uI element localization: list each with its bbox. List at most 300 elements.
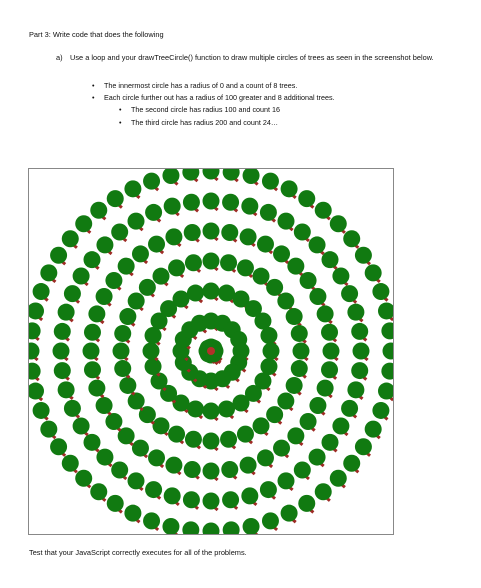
tree <box>309 397 326 416</box>
tree <box>107 190 124 209</box>
tree <box>341 400 358 419</box>
tree-crown <box>165 457 182 474</box>
tree-crown <box>263 343 280 360</box>
tree-crown <box>309 288 326 305</box>
tree-crown <box>383 343 394 360</box>
tree-crown <box>96 288 113 305</box>
tree <box>353 343 370 362</box>
tree-crown <box>262 512 279 529</box>
bullet-text: The third circle has radius 200 and count 24… <box>131 118 279 127</box>
tree <box>168 426 185 445</box>
tree <box>145 481 162 500</box>
tree <box>183 491 200 510</box>
tree-crown <box>168 259 185 276</box>
tree <box>119 308 136 327</box>
tree-crown <box>83 343 100 360</box>
bullet-dot: • <box>92 81 95 90</box>
tree <box>75 215 92 234</box>
tree <box>58 304 75 323</box>
tree <box>332 268 349 287</box>
tree-crown <box>162 518 179 534</box>
tree-crown <box>187 400 204 417</box>
tree <box>378 302 393 321</box>
tree-crown <box>343 230 360 247</box>
tree <box>203 253 220 272</box>
tree <box>64 285 81 304</box>
tree <box>183 194 200 213</box>
tree-crown <box>277 292 294 309</box>
tree <box>294 462 311 481</box>
tree <box>187 400 204 419</box>
tree <box>237 426 254 445</box>
tree-crown <box>84 324 101 341</box>
tree-crown <box>278 213 295 230</box>
tree-crown <box>58 304 75 321</box>
tree <box>291 360 308 379</box>
tree <box>165 228 182 247</box>
tree <box>287 258 304 277</box>
tree-crown <box>118 258 135 275</box>
tree-crown <box>96 397 113 414</box>
tree-crown <box>114 325 131 342</box>
tree-crown <box>145 358 162 375</box>
tree <box>381 363 393 382</box>
center-dot <box>207 347 215 355</box>
tree-crown <box>298 495 315 512</box>
tree <box>132 245 149 264</box>
tree-crown <box>332 418 349 435</box>
tree-crown <box>182 521 199 534</box>
tree <box>62 455 79 474</box>
tree <box>321 361 338 380</box>
tree <box>40 421 57 440</box>
tree <box>185 254 202 273</box>
tree-crown <box>381 322 393 339</box>
tree <box>317 305 334 324</box>
tree-crown <box>29 383 44 400</box>
tree <box>132 440 149 459</box>
tree <box>218 400 235 419</box>
tree-crown <box>183 194 200 211</box>
tree <box>50 247 67 266</box>
tree <box>164 487 181 506</box>
tree <box>29 322 41 341</box>
tree-crown <box>148 449 165 466</box>
tree <box>182 169 199 182</box>
tree <box>309 288 326 307</box>
tree <box>64 400 81 419</box>
tree <box>203 169 220 181</box>
tree-crown <box>96 236 113 253</box>
tree-circles-canvas <box>29 169 393 534</box>
tree-crown <box>33 283 50 300</box>
tree-crown <box>53 343 70 360</box>
tree <box>105 272 122 291</box>
tree <box>184 461 201 480</box>
tree-crown <box>50 438 67 455</box>
tree-crown <box>54 323 71 340</box>
tree-crown <box>40 264 57 281</box>
tree-crown <box>266 279 283 296</box>
tree <box>365 421 382 440</box>
tree <box>203 223 220 242</box>
tree-crown <box>254 313 271 330</box>
tree <box>96 449 113 468</box>
tree <box>168 259 185 278</box>
tree <box>309 449 326 468</box>
tree <box>323 343 340 362</box>
tree <box>241 487 258 506</box>
tree-crown <box>321 324 338 341</box>
tree-crown <box>90 202 107 219</box>
tree-crown <box>372 283 389 300</box>
tree <box>223 169 240 182</box>
tree-crown <box>29 322 41 339</box>
tree-crown <box>260 327 277 344</box>
tree-crown <box>203 463 220 480</box>
tree-crown <box>132 245 149 262</box>
tree-crown <box>132 440 149 457</box>
tree-crown <box>315 202 332 219</box>
tree-crown <box>365 264 382 281</box>
section-heading: Part 3: Write code that does the following <box>29 30 164 39</box>
tree-crown <box>203 193 220 210</box>
tree <box>222 194 239 213</box>
tree-crown <box>124 180 141 197</box>
tree <box>75 470 92 489</box>
tree <box>118 258 135 277</box>
tree-crown <box>221 461 238 478</box>
tree-crown <box>220 431 237 448</box>
tree-crown <box>241 487 258 504</box>
tree <box>90 483 107 502</box>
tree-crown <box>221 224 238 241</box>
tree-crown <box>152 417 169 434</box>
tree <box>315 483 332 502</box>
tree <box>162 518 179 534</box>
tree-crown <box>139 279 156 296</box>
tree-crown <box>260 204 277 221</box>
bullet-text: The second circle has radius 100 and count 16 <box>131 105 281 114</box>
tree-crown <box>84 361 101 378</box>
tree-crown <box>143 512 160 529</box>
tree <box>241 198 258 217</box>
tree <box>321 324 338 343</box>
tree <box>243 518 260 534</box>
tree-crown <box>253 417 270 434</box>
tree-crown <box>183 491 200 508</box>
tree <box>84 324 101 343</box>
tree-crown <box>152 268 169 285</box>
tree-crown <box>107 495 124 512</box>
tree <box>237 259 254 278</box>
tree <box>29 343 40 362</box>
tree <box>143 343 160 362</box>
tree <box>107 495 124 514</box>
tree-crown <box>107 190 124 207</box>
tree-crown <box>222 194 239 211</box>
tree-crown <box>257 236 274 253</box>
tree-crown <box>243 518 260 534</box>
tree-crown <box>266 406 283 423</box>
tree <box>253 417 270 436</box>
bullet-item <box>92 81 298 90</box>
tree-crown <box>355 247 372 264</box>
tree <box>221 224 238 243</box>
tree-crown <box>114 360 131 377</box>
tree-crown <box>378 383 393 400</box>
tree <box>233 394 250 413</box>
tree <box>83 434 100 453</box>
tree <box>351 323 368 342</box>
tree <box>381 322 393 341</box>
tree-crown <box>381 363 393 380</box>
tree-crown <box>83 434 100 451</box>
bullet-dot: • <box>119 105 122 114</box>
tree-crown <box>243 169 260 184</box>
tree-crown <box>203 523 220 535</box>
tree-crown <box>378 302 393 319</box>
tree-crown <box>257 449 274 466</box>
tree <box>113 343 130 362</box>
tree-circles-figure <box>28 168 394 535</box>
tree-crown <box>64 285 81 302</box>
bullet-text: Each circle further out has a radius of 100 greater and 8 additional trees. <box>104 93 335 102</box>
tree <box>253 268 270 287</box>
tree <box>203 193 220 212</box>
tree-crown <box>184 224 201 241</box>
tree-crown <box>294 462 311 479</box>
tree-crown <box>184 461 201 478</box>
tree-crown <box>277 393 294 410</box>
tree-crown <box>29 363 41 380</box>
tree-crown <box>164 487 181 504</box>
tree <box>347 304 364 323</box>
tree-crown <box>262 173 279 190</box>
tree <box>184 224 201 243</box>
tree-crown <box>128 393 145 410</box>
tree <box>262 173 279 192</box>
tree <box>343 455 360 474</box>
bullet-dot: • <box>119 118 122 127</box>
tree <box>355 438 372 457</box>
tree <box>164 198 181 217</box>
tree-crown <box>203 223 220 240</box>
tree-crown <box>281 505 298 522</box>
tree <box>90 202 107 221</box>
tree-crown <box>64 400 81 417</box>
tree <box>145 327 162 346</box>
tree <box>148 236 165 255</box>
tree <box>286 308 303 327</box>
tree-crown <box>309 236 326 253</box>
tree <box>278 213 295 232</box>
tree <box>143 173 160 192</box>
tree-crown <box>119 377 136 394</box>
tree-crown <box>128 292 145 309</box>
tree-crown <box>113 343 130 360</box>
tree-crown <box>62 455 79 472</box>
tree-crown <box>260 358 277 375</box>
tree <box>128 393 145 412</box>
tree-crown <box>323 343 340 360</box>
tree <box>119 377 136 396</box>
tree <box>281 505 298 524</box>
tree <box>286 377 303 396</box>
tree-crown <box>88 380 105 397</box>
tree <box>287 427 304 446</box>
tree <box>50 438 67 457</box>
tree-crown <box>351 323 368 340</box>
tree <box>372 402 389 421</box>
tree <box>152 417 169 436</box>
tree-crown <box>203 253 220 270</box>
tree-crown <box>83 251 100 268</box>
tree <box>33 402 50 421</box>
tree <box>220 431 237 450</box>
tree <box>124 180 141 199</box>
tree-crown <box>203 433 220 450</box>
tree-crown <box>185 431 202 448</box>
tree <box>240 228 257 247</box>
tree-crown <box>214 370 231 387</box>
tree <box>96 397 113 416</box>
tree-crown <box>273 440 290 457</box>
tree-crown <box>218 285 235 302</box>
tree <box>203 283 220 302</box>
tree-crown <box>119 308 136 325</box>
tree <box>187 285 204 304</box>
tree-crown <box>281 180 298 197</box>
tree-crown <box>58 381 75 398</box>
tree-crown <box>240 228 257 245</box>
tree <box>317 380 334 399</box>
tree-crown <box>223 521 240 534</box>
tree-crown <box>315 483 332 500</box>
tree-crown <box>75 215 92 232</box>
tree <box>260 204 277 223</box>
tree-crown <box>54 362 71 379</box>
tree-crown <box>291 360 308 377</box>
bullet-item <box>92 93 335 102</box>
tree <box>73 418 90 437</box>
tree <box>343 230 360 249</box>
tree-crown <box>330 215 347 232</box>
tree <box>315 202 332 221</box>
tree <box>73 268 90 287</box>
tree <box>84 361 101 380</box>
tree-crown <box>286 308 303 325</box>
tree <box>278 472 295 491</box>
tree-crown <box>233 394 250 411</box>
tree-crown <box>218 400 235 417</box>
tree-crown <box>291 325 308 342</box>
tree <box>341 285 358 304</box>
tree <box>54 362 71 381</box>
bullet-text: The innermost circle has a radius of 0 and a count of 8 trees. <box>104 81 298 90</box>
tree <box>203 523 220 535</box>
tree <box>300 413 317 432</box>
tree <box>88 380 105 399</box>
item-text: Use a loop and your drawTreeCircle() function to draw multiple circles of trees as seen in the screenshot below. <box>70 53 434 62</box>
tree <box>330 215 347 234</box>
item-marker: a) <box>56 53 63 62</box>
tree <box>273 245 290 264</box>
tree-crown <box>347 304 364 321</box>
tree <box>322 434 339 453</box>
tree <box>53 343 70 362</box>
tree-crown <box>203 403 220 420</box>
tree <box>185 431 202 450</box>
tree-crown <box>355 438 372 455</box>
tree-crown <box>287 427 304 444</box>
tree-crown <box>173 291 190 308</box>
tree <box>128 292 145 311</box>
tree-crown <box>220 254 237 271</box>
tree-crown <box>332 268 349 285</box>
tree-crown <box>253 268 270 285</box>
tree <box>128 472 145 491</box>
tree-crown <box>300 272 317 289</box>
footer-note: Test that your JavaScript correctly executes for all of the problems. <box>29 548 247 557</box>
tree <box>293 343 310 362</box>
tree-crown <box>145 327 162 344</box>
tree-crown <box>330 470 347 487</box>
tree <box>218 285 235 304</box>
tree <box>182 521 199 534</box>
tree <box>266 406 283 425</box>
tree-crown <box>294 223 311 240</box>
tree-crown <box>33 402 50 419</box>
tree-crown <box>145 204 162 221</box>
tree-crown <box>105 413 122 430</box>
tree-crown <box>286 377 303 394</box>
tree <box>29 363 41 382</box>
tree-crown <box>351 362 368 379</box>
sub-bullet-item <box>119 118 279 127</box>
tree-crown <box>309 449 326 466</box>
tree <box>281 180 298 199</box>
tree <box>220 254 237 273</box>
tree <box>203 463 220 482</box>
tree-crown <box>317 380 334 397</box>
tree <box>365 264 382 283</box>
tree <box>355 247 372 266</box>
tree <box>143 512 160 531</box>
tree-crown <box>96 449 113 466</box>
tree-crown <box>241 198 258 215</box>
tree-crown <box>222 491 239 508</box>
tree-crown <box>321 361 338 378</box>
tree <box>54 323 71 342</box>
tree-crown <box>341 400 358 417</box>
tree-crown <box>273 245 290 262</box>
tree-crown <box>353 343 370 360</box>
tree-crown <box>164 198 181 215</box>
tree-crown <box>50 247 67 264</box>
tree <box>332 418 349 437</box>
tree <box>262 512 279 531</box>
tree-crown <box>128 472 145 489</box>
tree-crown <box>29 302 44 319</box>
tree <box>114 360 131 379</box>
tree <box>243 169 260 186</box>
tree-crown <box>237 426 254 443</box>
tree <box>111 223 128 242</box>
tree-crown <box>237 259 254 276</box>
tree <box>105 413 122 432</box>
tree <box>298 495 315 514</box>
